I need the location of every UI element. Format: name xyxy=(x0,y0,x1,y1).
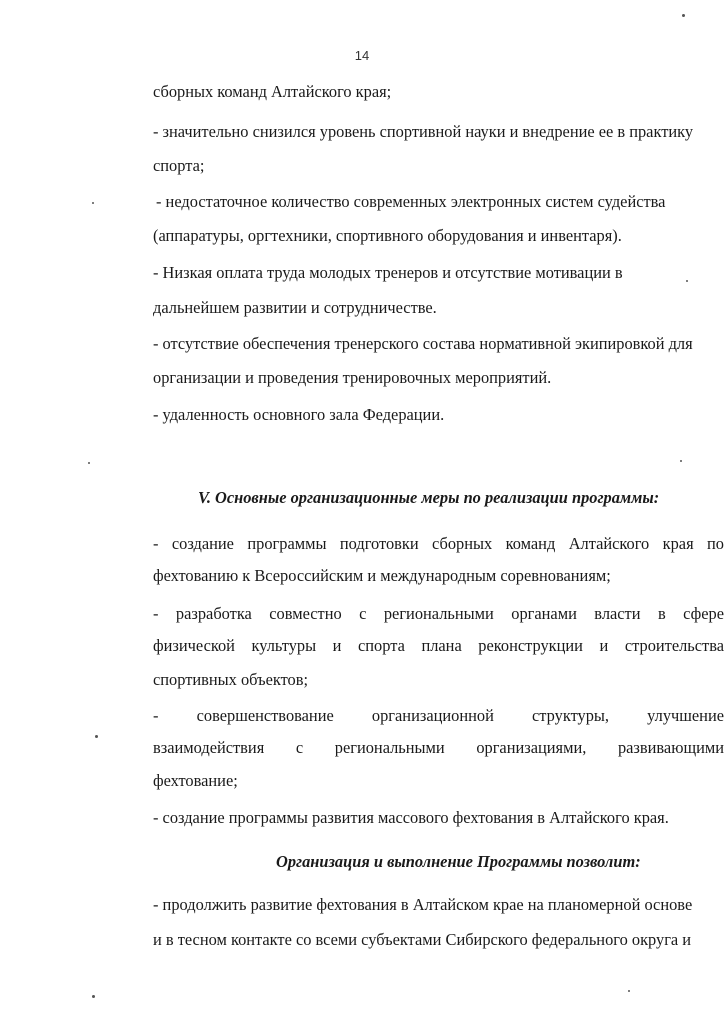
text-line: сборных команд Алтайского края; xyxy=(153,82,392,101)
scan-speck xyxy=(680,460,682,462)
text-line: и в тесном контакте со всеми субъектами Сибирского федерального округа и xyxy=(153,930,692,949)
text-line: - разработка совместно с региональными органами власти в сфере xyxy=(153,604,724,623)
scan-speck xyxy=(92,995,95,998)
text-line: - недостаточное количество современных электронных систем судейства xyxy=(156,192,666,211)
text-line: - создание программы развития массового фехтования в Алтайского края. xyxy=(153,808,669,827)
text-line: - Низкая оплата труда молодых тренеров и отсутствие мотивации в xyxy=(153,263,623,282)
text-line: организации и проведения тренировочных мероприятий. xyxy=(153,368,552,387)
text-line: спорта; xyxy=(153,156,205,175)
scan-speck xyxy=(628,990,630,992)
text-line: - удаленность основного зала Федерации. xyxy=(153,405,445,424)
scan-speck xyxy=(682,14,685,17)
scan-speck xyxy=(92,202,94,204)
text-line: - значительно снизился уровень спортивной науки и внедрение ее в практику xyxy=(153,122,694,141)
text-line: фехтованию к Всероссийским и международным соревнованиям; xyxy=(153,566,611,585)
section-heading: V. Основные организационные меры по реализации программы: xyxy=(198,488,660,507)
text-line: спортивных объектов; xyxy=(153,670,309,689)
text-line: - продолжить развитие фехтования в Алтайском крае на планомерной основе xyxy=(153,895,693,914)
text-line: - совершенствование организационной структуры, улучшение xyxy=(153,706,724,725)
scan-speck xyxy=(686,280,688,282)
text-line: дальнейшем развитии и сотрудничестве. xyxy=(153,298,437,317)
text-line: - создание программы подготовки сборных команд Алтайского края по xyxy=(153,534,724,553)
scan-speck xyxy=(88,462,90,464)
text-line: взаимодействия с региональными организациями, развивающими xyxy=(153,738,724,757)
scan-speck xyxy=(95,735,98,738)
text-line: - отсутствие обеспечения тренерского состава нормативной экипировкой для xyxy=(153,334,693,353)
text-line: (аппаратуры, оргтехники, спортивного оборудования и инвентаря). xyxy=(153,226,622,245)
page-number: 14 xyxy=(354,48,370,63)
text-line: фехтование; xyxy=(153,771,238,790)
text-line: физической культуры и спорта плана реконструкции и строительства xyxy=(153,636,724,655)
subsection-heading: Организация и выполнение Программы позволит: xyxy=(276,852,641,871)
